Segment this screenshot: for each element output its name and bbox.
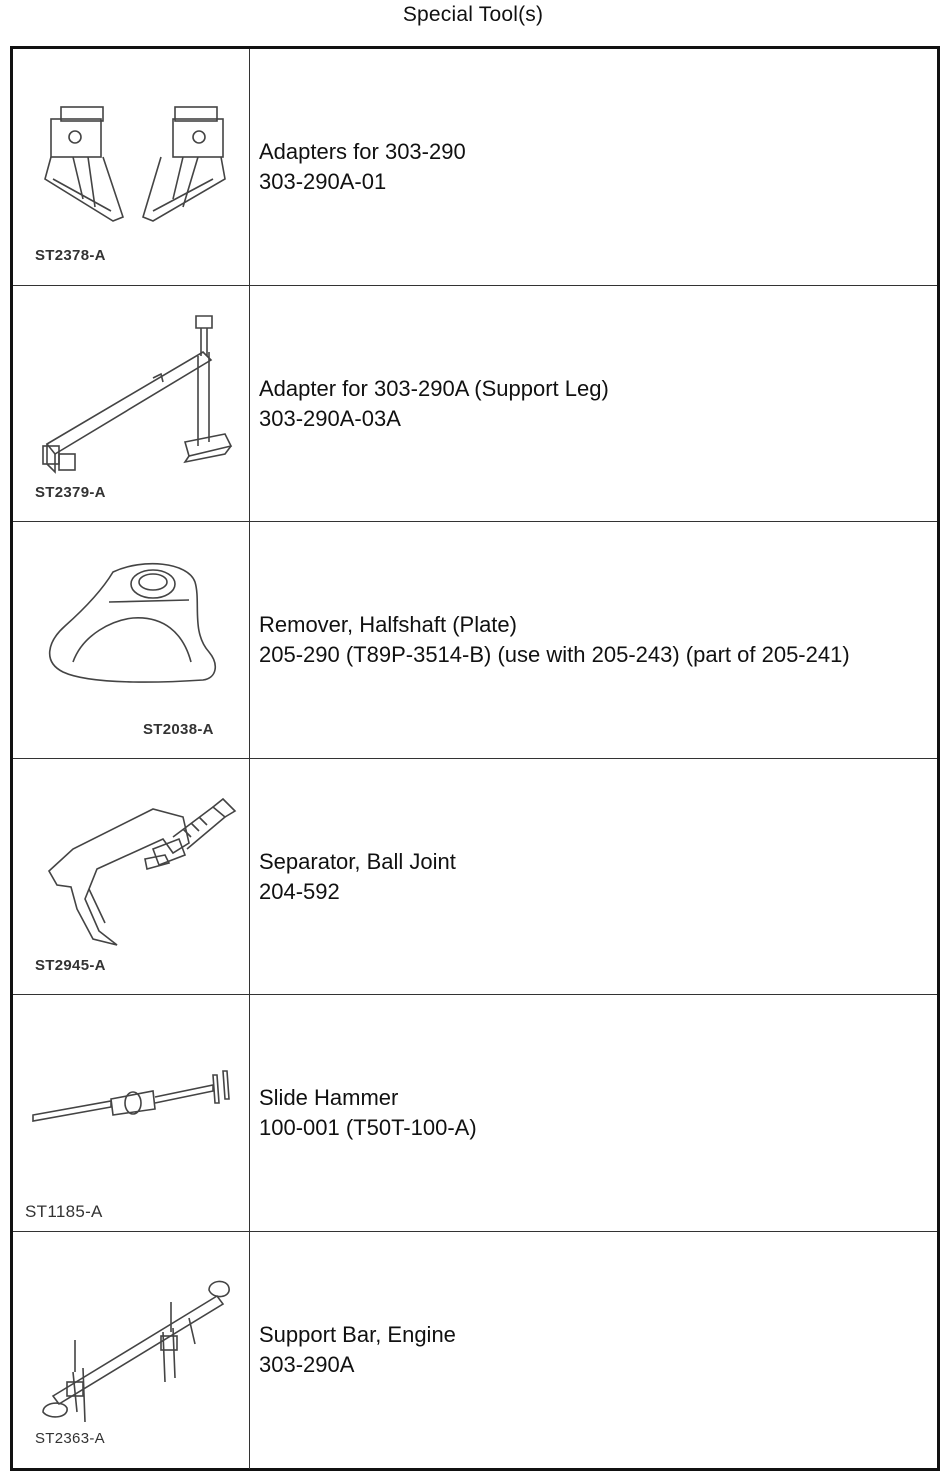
tool-image-code: ST2038-A [143, 721, 214, 738]
tool-name: Support Bar, Engine [259, 1322, 456, 1347]
tool-name: Slide Hammer [259, 1085, 399, 1110]
tool-image-cell [13, 759, 250, 995]
tool-image-cell [13, 522, 250, 759]
table-row [13, 1231, 937, 1469]
tool-image-code: ST2378-A [35, 247, 106, 264]
tool-name: Separator, Ball Joint [259, 849, 456, 874]
table-row [13, 285, 937, 522]
tool-image-cell [13, 995, 250, 1232]
tool-image-cell [13, 1232, 250, 1469]
tool-number: 303-290A-01 [259, 169, 387, 194]
table-row [13, 521, 937, 759]
table-row [13, 49, 937, 285]
page-title: Special Tool(s) [402, 3, 544, 26]
special-tools-table [10, 46, 940, 1471]
table-row [13, 994, 937, 1232]
tool-number: 303-290A [259, 1352, 355, 1377]
tool-image-code: ST2363-A [35, 1430, 105, 1447]
tool-number: 100-001 (T50T-100-A) [259, 1115, 477, 1140]
tool-number: 204-592 [259, 879, 340, 904]
tool-image-code: ST2945-A [35, 957, 106, 974]
tool-image-code: ST2379-A [35, 484, 106, 501]
tool-name: Remover, Halfshaft (Plate) [259, 612, 517, 637]
tool-number: 303-290A-03A [259, 406, 401, 431]
tool-image-code: ST1185-A [25, 1202, 103, 1221]
tool-name: Adapter for 303-290A (Support Leg) [259, 376, 609, 401]
slide-hammer-icon [13, 995, 249, 1232]
tool-image-cell [13, 49, 250, 285]
tool-name: Adapters for 303-290 [259, 139, 466, 164]
table-row [13, 758, 937, 995]
tool-number: 205-290 (T89P-3514-B) (use with 205-243) (part of 205-241) [259, 642, 850, 667]
tool-image-cell [13, 286, 250, 522]
